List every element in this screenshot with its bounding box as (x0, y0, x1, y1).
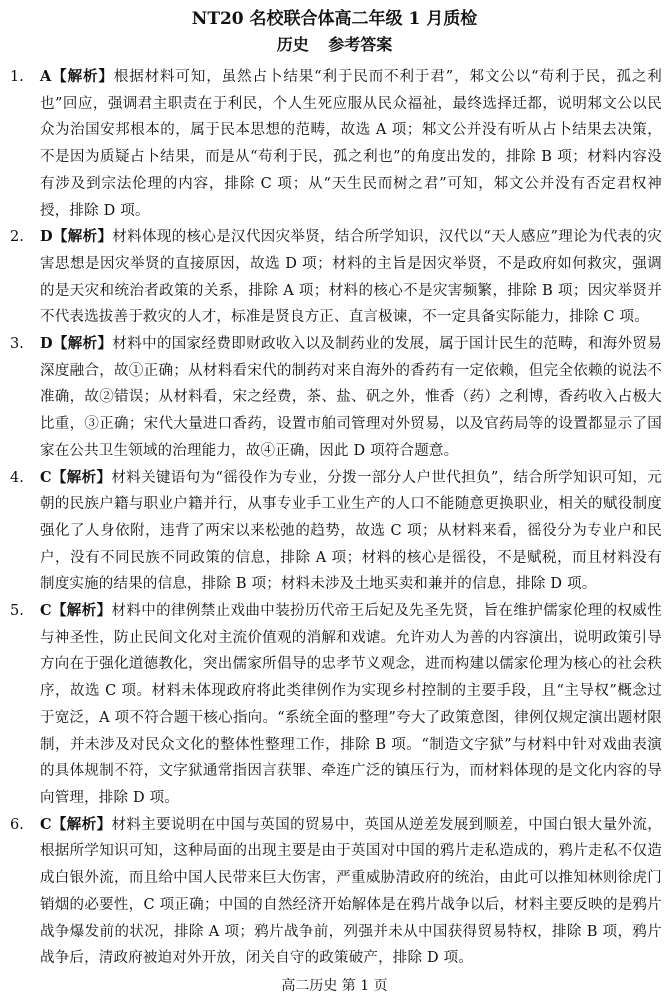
answer-text: 材料中的国家经费即财政收入以及制药业的发展，属于国计民生的范畴，和海外贸易深度融合，故①正确；从材料看宋代的制药对来自海外的香药有一定依赖，但完全依赖的说法不准确，故②错误；从材料看，宋之经费，茶、盐、矾之外，惟香（药）之利博，香药收入占极大比重，③正确；宋代大量进口香药，设置市舶司管理对外贸易，以及官药局等的设置都显示了国家在公共卫生领域的治理能力，故④正确，因此 D 项符合题意。 (40, 336, 662, 459)
answer-text: 材料体现的核心是汉代因灾举贤，结合所学知识，汉代以“天人感应”理论为代表的灾害思想是因灾举贤的直接原因，故选 D 项；材料的主旨是因灾举贤，不是政府如何救灾，强调的是天灾和统治者政策的关系，排除 A 项；材料的核心不是灾害频繁，排除 B 项；因灾举贤并不代表选拔善于救灾的人才，标准是贤良方正、直言极谏，不一定具备实际能力，排除 C 项。 (40, 229, 662, 326)
answer-label: C【解析】 (40, 468, 112, 486)
answer-item-3 (10, 331, 662, 465)
answer-number: 3. (10, 336, 24, 353)
answer-list (10, 64, 662, 972)
answer-body (40, 64, 662, 224)
answer-label: A【解析】 (40, 68, 114, 85)
answer-number: 6. (10, 816, 24, 833)
answer-body (40, 465, 662, 599)
answer-label: C【解析】 (40, 602, 112, 620)
answer-text: 材料主要说明在中国与英国的贸易中，英国从逆差发展到顺差，中国白银大量外流，根据所学知识可知，这种局面的出现主要是由于英国对中国的鸦片走私造成的，鸦片走私不仅造成白银外流，而且给中国人民带来巨大伤害，严重威胁清政府的统治，由此可以推知林则徐虎门销烟的必要性，C 项正确；中国的自然经济开始解体是在鸦片战争以后，材料主要反映的是鸦片战争爆发前的状况，排除 A 项；鸦片战争前，列强并未从中国获得贸易特权，排除 B 项，鸦片战争后，清政府被迫对外开放，闭关自守的政策破产，排除 D 项。 (40, 816, 662, 967)
answer-number: 2. (10, 229, 24, 246)
answer-text: 根据材料可知，虽然占卜结果“利于民而不利于君”，邾文公以“苟利于民，孤之利也”回应，强调君主职责在于利民，个人生死应服从民众福祉，最终选择迁都，说明邾文公以民众为治国安邦根本的，属于民本思想的范畴，故选 A 项；邾文公并没有听从占卜结果去决策，不是因为质疑占卜结果，而是从“苟利于民，孤之利也”的角度出发的，排除 B 项；材料内容没有涉及到宗法伦理的内容，排除 C 项；从“天生民而树之君”可知，邾文公并没有否定君权神授，排除 D 项。 (40, 69, 663, 219)
answer-text: 材料关键语句为“徭役作为专业，分拨一部分人户世代担负”，结合所学知识可知，元朝的民族户籍与职业户籍并行，从事专业手工业生产的人口不能随意更换职业，相关的赋役制度强化了人身依附，违背了两宋以来松弛的趋势，故选 C 项；从材料来看，徭役分为专业户和民户，没有不同民族不同政策的信息，排除 A 项；材料的核心是徭役，不是赋税，而且材料没有制度实施的结果的信息，排除 B 项；材料未涉及土地买卖和兼并的信息，排除 D 项。 (40, 469, 662, 593)
page-subtitle: 历史 参考答案 (276, 35, 393, 54)
page-title: NT20 名校联合体高二年级 1 月质检 (191, 9, 478, 29)
answer-label: C【解析】 (40, 815, 112, 833)
answer-item-2 (10, 224, 662, 331)
answer-item-5 (10, 598, 662, 812)
answer-text: 材料中的律例禁止戏曲中装扮历代帝王后妃及先圣先贤，旨在维护儒家伦理的权威性与神圣性，防止民间文化对主流价值观的消解和戏谑。允许劝人为善的内容演出，说明政策引导方向在于强化道德教化，突出儒家所倡导的忠孝节义观念，进而构建以儒家伦理为核心的社会秩序，故选 C 项。材料未体现政府将此类律例作为实现乡村控制的主要手段，且“主导权”概念过于宽泛，A 项不符合题干核心指向。“系统全面的整理”夸大了政策意图，律例仅规定演出题材限制，并未涉及对民众文化的整体性整理工作，排除 B 项。“制造文字狱”与材料中针对戏曲表演的具体规制不符，文字狱通常指因言获罪、牵连广泛的镇压行为，而材料体现的是文化内容的导向管理，排除 D 项。 (40, 603, 662, 806)
answer-body (40, 331, 662, 465)
answer-item-4 (10, 465, 662, 599)
answer-body (40, 812, 662, 972)
page-footer: 高二历史 第 1 页 (281, 978, 388, 994)
answer-label: D【解析】 (40, 335, 113, 353)
answer-item-6 (10, 812, 662, 972)
answer-body (40, 598, 662, 812)
answer-number: 1. (10, 69, 24, 85)
answer-body (40, 224, 662, 331)
answer-number: 4. (10, 469, 24, 486)
answer-item-1 (10, 64, 662, 224)
answer-number: 5. (10, 603, 24, 620)
answer-label: D【解析】 (40, 228, 113, 246)
